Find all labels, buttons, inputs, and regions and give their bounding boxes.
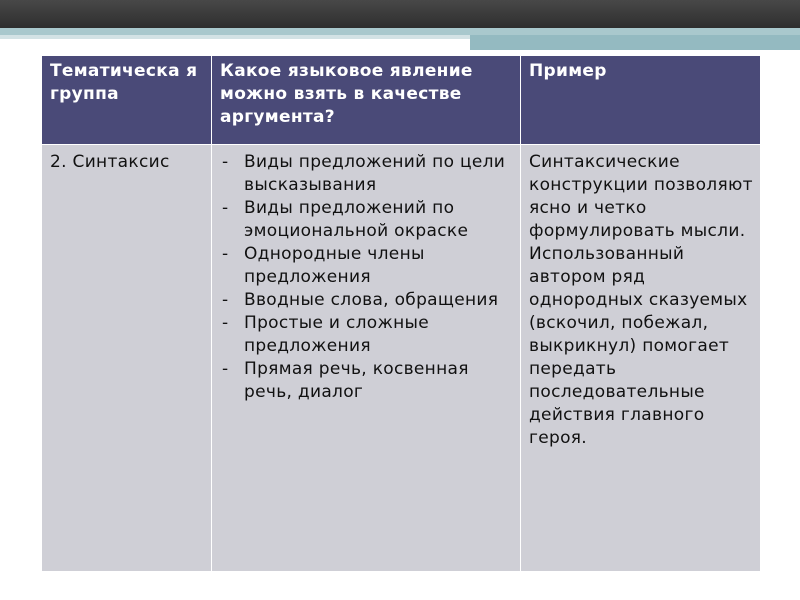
list-item-text: Виды предложений по эмоциональной окраске: [244, 198, 469, 241]
list-item-text: Виды предложений по цели высказывания: [244, 152, 506, 195]
list-item: [220, 243, 514, 289]
list-item-text: Однородные члены предложения: [244, 244, 425, 287]
header-language-phenomenon: Какое языковое явление можно взять в качестве аргумента?: [212, 56, 521, 145]
list-item: [220, 358, 514, 404]
header-example: Пример: [521, 56, 761, 145]
syntax-table: [41, 55, 761, 572]
accent-strip: [0, 28, 800, 35]
list-item: [220, 312, 514, 358]
cell-example: Синтаксические конструкции позволяют ясно и четко формулировать мысли. Использованный автором ряд однородных сказуемых (вскочил, побежал, выкрикнул) помогает передать последовательные действия главного героя.: [521, 145, 761, 572]
list-item-text: Простые и сложные предложения: [244, 313, 429, 356]
bullet-dash: -: [222, 359, 229, 379]
list-item: [220, 197, 514, 243]
accent-block: [470, 35, 800, 50]
bullet-dash: -: [222, 313, 229, 333]
list-item: [220, 151, 514, 197]
list-item-text: Вводные слова, обращения: [244, 290, 499, 310]
bullet-dash: -: [222, 152, 229, 172]
table-row: [42, 145, 761, 572]
bullet-dash: -: [222, 290, 229, 310]
top-decor-bar: [0, 0, 800, 28]
phenomena-list: [220, 151, 514, 404]
cell-group: 2. Синтаксис: [42, 145, 212, 572]
accent-strip-light: [0, 35, 470, 39]
header-thematic-group: Тематическа я группа: [42, 56, 212, 145]
list-item: [220, 289, 514, 312]
table-header-row: [42, 56, 761, 145]
bullet-dash: -: [222, 198, 229, 218]
bullet-dash: -: [222, 244, 229, 264]
list-item-text: Прямая речь, косвенная речь, диалог: [244, 359, 469, 402]
cell-phenomena: [212, 145, 521, 572]
